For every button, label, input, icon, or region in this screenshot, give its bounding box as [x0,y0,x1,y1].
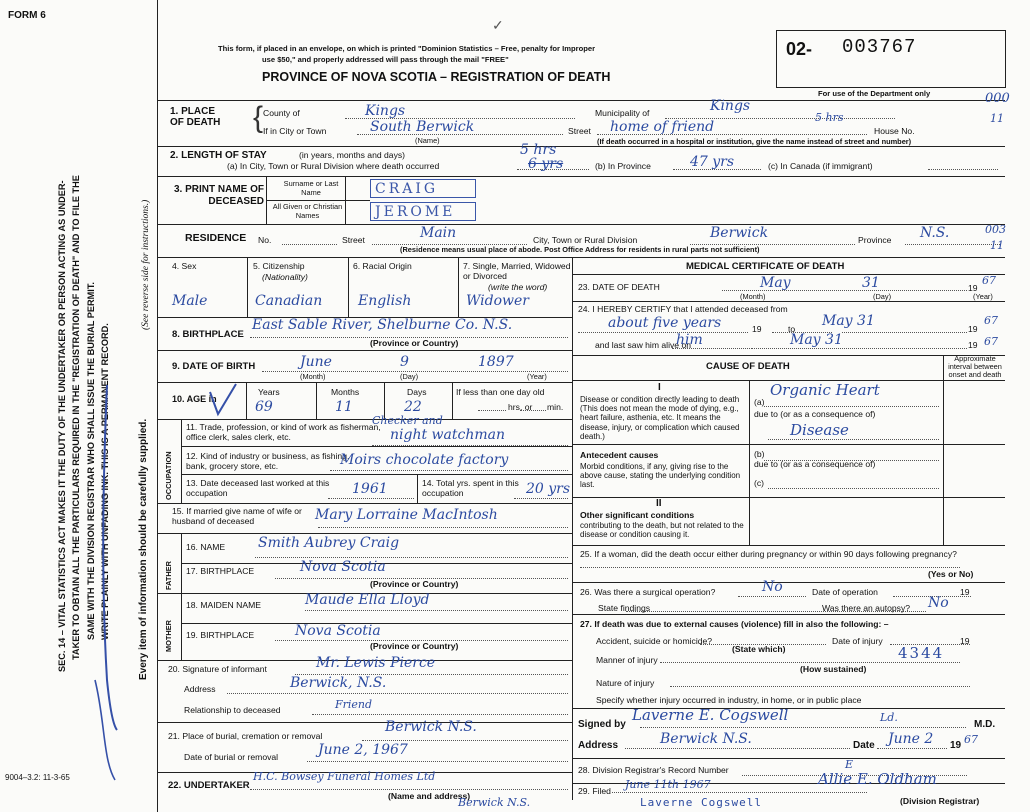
cond-i: I [658,382,661,393]
mother-birthplace-label: 19. BIRTHPLACE [186,630,255,640]
statute-line-2: TAKER TO OBTAIN ALL THE PARTICULARS REQUIRED IN THE "REGISTRATION OF DEATH" AND TO FILE THE [71,175,81,660]
last-saw-him: him [676,332,703,348]
record-number-label: 28. Division Registrar's Record Number [578,765,729,775]
print-name-label: 3. PRINT NAME OF DECEASED [173,184,264,207]
dob-day: 9 [400,354,409,370]
hrs-label: hrs. or [508,402,533,412]
other-text: contributing to the death, but not related to the disease or condition causing it. [580,521,744,540]
months-label: Months [331,387,360,397]
signer-date: June 2 [888,731,934,747]
father-birthplace-label: 17. BIRTHPLACE [186,566,255,576]
occupation-q11: 11. Trade, profession, or kind of work as fisherman, office clerk, sales clerk, etc. [186,422,381,443]
sex-label: 4. Sex [172,261,197,271]
statute-line-3: SAME WITH THE DIVISION REGISTRAR WHO SHALL ISSUE THE BURIAL PERMIT. [86,282,96,640]
manner-label: Manner of injury [596,655,658,665]
occupation-side-label: OCCUPATION [164,451,173,500]
stay-city-label: (a) In City, Town or Rural Division where death occurred [227,161,440,171]
state-which-label: (State which) [732,644,786,654]
death-date-label: 23. DATE OF DEATH [578,282,660,292]
occupation-q13: 13. Date deceased last worked at this occupation [186,478,330,499]
house-label: House No. [874,126,915,136]
hospital-note: (If death occurred in a hospital or institution, give the name instead of street and number) [597,137,912,146]
stay-province-value: 47 yrs [690,154,735,170]
signed-value: Laverne E. Cogswell [632,706,789,724]
occupation-q14: 14. Total yrs. spent in this occupation [422,478,519,499]
surname-value: CRAIG [375,181,439,197]
autopsy-label: Was there an autopsy? [822,603,911,613]
cause-b-label: (b) [754,449,765,459]
occupation-a14: 20 yrs [526,481,571,497]
occupation-a12: Moirs chocolate factory [340,452,509,468]
given-label: All Given or Christian Names [272,202,343,220]
informant-relationship-value: Friend [335,698,373,711]
supply-note: Every item of information should be carefully supplied. [138,418,149,680]
operation-19: 19 [960,587,970,597]
street-value: home of friend [610,119,715,135]
burial-place-label: 21. Place of burial, cremation or removal [168,731,323,741]
filed-value: June 11th 1967 [625,778,711,791]
place-of-death-label: 1. PLACE OF DEATH [170,106,221,128]
length-of-stay-sub: (in years, months and days) [299,150,406,160]
burial-date-value: June 2, 1967 [318,742,408,758]
other-label: Other significant conditions [580,510,695,520]
stay-city-value: 5 hrs [520,142,557,158]
sex-value: Male [172,293,208,309]
municipality-value: Kings [710,98,751,114]
death-year-prefix: 19 [968,283,978,293]
undertaker-sub: (Name and address) [388,791,471,801]
birthplace-label: 8. BIRTHPLACE [172,329,244,340]
residence-no-label: No. [258,235,272,245]
surgery-a: No [762,579,783,595]
how-sustained-label: (How sustained) [800,664,867,674]
filed-label: 29. Filed [578,786,611,796]
cause-a-label: (a) [754,397,765,407]
informant-address-value: Berwick, N.S. [290,675,387,691]
father-name-value: Smith Aubrey Craig [258,535,400,551]
md-label: M.D. [974,719,996,730]
last-saw-label: and last saw him alive on [595,340,692,350]
min-label: min. [547,402,564,412]
occupation-a11b: night watchman [390,427,506,443]
father-side-label: FATHER [164,560,173,590]
dob-month: June [300,354,332,370]
undertaker-value: H.C. Bowsey Funeral Homes Ltd [253,770,436,783]
occupation-a11a: Checker and [372,414,443,427]
stay-city-struck: 6 yrs [528,156,564,172]
informant-address-label: Address [184,684,216,694]
statute-line-1: SEC. 14 – VITAL STATISTICS ACT MAKES IT THE DUTY OF THE UNDERTAKER OR PERSON ACTING AS UNDER- [57,180,67,672]
dept-code-4: 11 [990,239,1004,252]
pen-stroke-mark [85,380,145,800]
disease-text: Disease or condition directly leading to death (This does not mean the mode of dying, e.g., heart failure, asthenia, etc. It means the disease, injury, or complication which caused death.) [580,395,740,441]
antecedent-text: Morbid conditions, if any, giving rise to the above cause, stating the underlying condition last. [580,462,741,490]
surgery-q: 26. Was there a surgical operation? [580,587,716,597]
marital-sub: (write the word) [488,282,548,292]
death-month: May [760,275,791,291]
occupation-a13: 1961 [352,481,388,497]
birthplace-sub: (Province or Country) [370,338,459,348]
racial-label: 6. Racial Origin [353,261,412,271]
father-birthplace-value: Nova Scotia [300,559,386,575]
surname-label: Surname or Last Name [283,179,339,197]
dob-day-sub: (Day) [400,372,419,381]
reverse-note: (See reverse side for instructions.) [141,199,151,330]
dob-year-sub: (Year) [527,372,547,381]
citizenship-value: Canadian [255,293,323,309]
burial-date-label: Date of burial or removal [184,752,279,762]
form-title: PROVINCE OF NOVA SCOTIA – REGISTRATION OF DEATH [262,70,611,84]
dept-use-label: For use of the Department only [818,89,931,98]
mail-notice-1: This form, if placed in an envelope, on which is printed "Dominion Statistics – Free, penalty for Improper [218,44,596,53]
signer-address-label: Address [578,740,619,751]
county-label: County of [263,108,300,118]
dept-code-1: 000 [985,91,1010,106]
signer-year: 67 [964,733,978,746]
residence-city: Berwick [710,225,769,241]
informant-relationship-label: Relationship to deceased [184,705,281,715]
city-label: If in City or Town [263,126,327,136]
due-a-label: due to (or as a consequence of) [754,409,876,419]
signed-label: Signed by [578,719,626,730]
antecedent-label: Antecedent causes [580,450,659,460]
record-number-value: E [845,758,854,771]
registrar-signature: Allie E. Oldham [818,770,937,788]
cause-title: CAUSE OF DEATH [706,361,790,372]
death-month-sub: (Month) [740,292,766,301]
death-year: 67 [982,274,996,287]
certify-to: May 31 [822,313,875,329]
form-label: FORM 6 [8,10,46,21]
certify-from-19: 19 [752,324,762,334]
spouse-value: Mary Lorraine MacIntosh [315,507,498,523]
signer-address: Berwick N.S. [660,731,752,747]
statute-line-4: WRITE PLAINLY WITH UNFADING INK. THIS IS A PERMANENT RECORD. [100,323,110,640]
age-checkmark-icon [206,380,246,420]
stamp-name: Laverne Cogswell [640,796,762,809]
reg-prefix: 02- [786,39,813,59]
citizenship-label: 5. Citizenship [253,261,305,271]
cond-ii: II [656,498,662,509]
operation-date-label: Date of operation [812,587,878,597]
municipality-label: Municipality of [595,108,650,118]
undertaker-city: Berwick N.S. [458,796,531,809]
cause-a-value2: Disease [790,421,849,439]
last-saw-date: May 31 [790,332,843,348]
certify-label: 24. I HEREBY CERTIFY that I attended deceased from [578,304,788,314]
reg-number: 003767 [842,36,917,58]
residence-street-label: Street [342,235,365,245]
mother-birthplace-value: Nova Scotia [295,623,381,639]
years-label: Years [258,387,280,397]
residence-city-label: City, Town or Rural Division [533,235,638,245]
residence-province-label: Province [858,235,892,245]
length-of-stay-label: 2. LENGTH OF STAY [170,150,267,161]
citizenship-sub: (Nationality) [262,272,308,282]
name-sublabel: (Name) [415,136,440,145]
residence-label: RESIDENCE [185,232,247,244]
county-value: Kings [365,103,406,119]
signer-19: 19 [950,740,962,751]
informant-label: 20. Signature of informant [168,664,267,674]
medical-title: MEDICAL CERTIFICATE OF DEATH [686,261,845,272]
street-label: Street [568,126,591,136]
hours-note: 5 hrs [815,111,844,124]
given-value: JEROME [375,204,456,220]
registrar-sub: (Division Registrar) [900,796,980,806]
nature-label: Nature of injury [596,678,655,688]
due-b-label: due to (or as a consequence of) [754,459,876,469]
birthplace-value: East Sable River, Shelburne Co. N.S. [252,317,513,333]
dept-code-2: 11 [990,112,1004,125]
city-value: South Berwick [370,119,475,135]
dob-label: 9. DATE OF BIRTH [172,361,256,372]
mother-birthplace-sub: (Province or Country) [370,641,459,651]
interval-label: Approximate interval between onset and death [948,354,1002,380]
external-q: 27. If death was due to external causes (violence) fill in also the following: – [580,619,889,629]
marital-label: 7. Single, Married, Widowed or Divorced [463,261,571,281]
check-mark-icon: ✓ [492,17,504,33]
death-day: 31 [862,275,880,291]
code-stamp: 4344 [898,644,945,662]
findings-label: State findings [598,603,651,613]
occupation-q12: 12. Kind of industry or business, as fishing, bank, grocery store, etc. [186,451,350,472]
injury-date-label: Date of injury [832,636,883,646]
death-day-sub: (Day) [873,292,892,301]
mail-notice-2: use $50," and properly addressed will pass through the mail "FREE" [262,55,509,64]
age-days: 22 [404,399,422,415]
dept-code-3: 003 [985,223,1006,236]
days-label: Days [407,387,427,397]
certify-to-19: 19 [968,324,978,334]
injury-19: 19 [960,636,970,646]
death-year-sub: (Year) [973,292,993,301]
mother-maiden-label: 18. MAIDEN NAME [186,600,261,610]
certify-from: about five years [608,315,722,331]
age-label: 10. AGE in [172,394,217,404]
mother-maiden-value: Maude Ella Lloyd [305,592,430,608]
specify-label: Specify whether injury occurred in industry, in home, or in public place [596,695,862,705]
last-saw-19: 19 [968,340,978,350]
dob-year: 1897 [478,354,514,370]
cause-a-value: Organic Heart [770,381,880,399]
marital-value: Widower [466,293,529,309]
autopsy-a: No [928,595,949,611]
age-years: 69 [255,399,273,415]
stay-canada-label: (c) In Canada (if immigrant) [768,161,873,171]
age-months: 11 [335,399,353,415]
pregnancy-sub: (Yes or No) [928,569,974,579]
accident-label: Accident, suicide or homicide? [596,636,713,646]
father-birthplace-sub: (Province or Country) [370,579,459,589]
stay-province-label: (b) In Province [595,161,651,171]
residence-note: (Residence means usual place of abode. Post Office Address for residents in rural parts not sufficient) [400,245,760,254]
undertaker-label: 22. UNDERTAKER [168,780,250,791]
mother-side-label: MOTHER [164,619,173,652]
cause-c-label: (c) [754,478,765,488]
informant-value: Mr. Lewis Pierce [316,655,436,671]
form-code: 9004–3.2: 11-3-65 [5,773,70,782]
racial-value: English [358,293,412,309]
burial-place-value: Berwick N.S. [385,719,477,735]
certify-to-year: 67 [984,314,998,327]
certify-to-label: to [788,324,796,334]
signed-tail: Ld. [880,711,898,724]
residence-province: N.S. [920,225,950,241]
pregnancy-q: 25. If a woman, did the death occur either during pregnancy or within 90 days following pregnancy? [580,549,957,559]
spouse-label: 15. If married give name of wife or husband of deceased [172,506,302,527]
last-saw-year: 67 [984,335,998,348]
dob-month-sub: (Month) [300,372,326,381]
residence-street: Main [420,225,457,241]
father-name-label: 16. NAME [186,542,226,552]
less-than-day-label: If less than one day old [456,387,545,397]
signer-date-label: Date [853,740,875,751]
